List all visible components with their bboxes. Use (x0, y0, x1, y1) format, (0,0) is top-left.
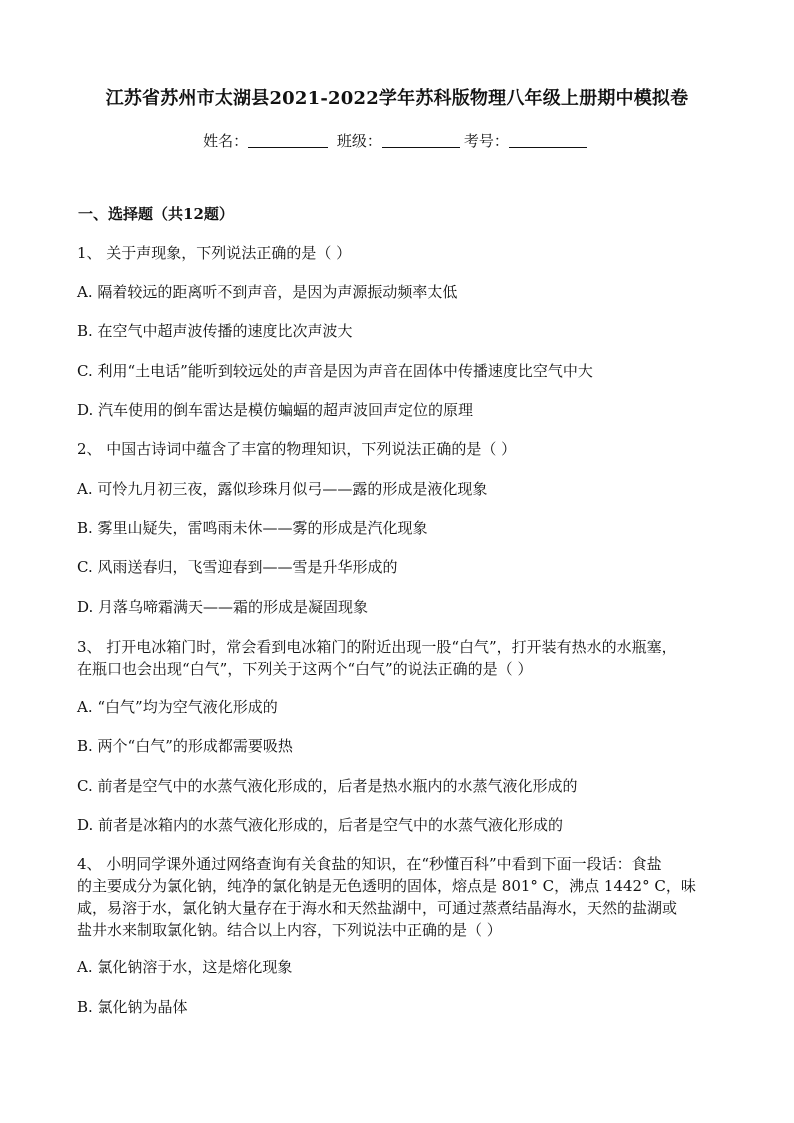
question-1-option-b: B. 在空气中超声波传播的速度比次声波大 (77, 322, 353, 340)
question-3-option-c: C. 前者是空气中的水蒸气液化形成的，后者是热水瓶内的水蒸气液化形成的 (77, 777, 578, 795)
question-4-stem-line-1: 4、 小明同学课外通过网络查询有关食盐的知识，在“秒懂百科”中看到下面一段话：食盐 (77, 855, 662, 873)
section-heading: 一、选择题（共12题） (78, 205, 234, 223)
student-info-line (0, 130, 794, 151)
name-blank[interactable] (248, 133, 328, 148)
question-3-option-d: D. 前者是冰箱内的水蒸气液化形成的，后者是空气中的水蒸气液化形成的 (77, 816, 564, 834)
question-3-option-b: B. 两个“白气”的形成都需要吸热 (77, 737, 293, 755)
name-label: 姓名： (203, 132, 249, 150)
question-1-option-c: C. 利用“土电话”能听到较远处的声音是因为声音在固体中传播速度比空气中大 (77, 362, 593, 380)
question-2-stem: 2、 中国古诗词中蕴含了丰富的物理知识，下列说法正确的是（ ） (77, 440, 517, 458)
class-blank[interactable] (382, 133, 460, 148)
question-2-option-c: C. 风雨送春归，飞雪迎春到——雪是升华形成的 (77, 558, 398, 576)
exam-no-blank[interactable] (509, 133, 587, 148)
question-3-stem (77, 636, 725, 680)
question-4-stem-line-3: 咸，易溶于水，氯化钠大量存在于海水和天然盐湖中，可通过蒸煮结晶海水，天然的盐湖或 (77, 899, 678, 917)
question-3-option-a: A. “白气”均为空气液化形成的 (77, 698, 278, 716)
question-2-option-d: D. 月落乌啼霜满天——霜的形成是凝固现象 (77, 598, 369, 616)
question-4-stem (77, 853, 725, 941)
question-1-option-d: D. 汽车使用的倒车雷达是模仿蝙蝠的超声波回声定位的原理 (77, 401, 474, 419)
question-3-stem-line-1: 3、 打开电冰箱门时，常会看到电冰箱门的附近出现一股“白气”，打开装有热水的水瓶塞， (77, 638, 677, 656)
question-4-stem-line-4: 盐井水来制取氯化钠。结合以上内容，下列说法中正确的是（ ） (77, 921, 502, 939)
class-label: 班级： (336, 132, 382, 150)
question-1-option-a: A. 隔着较远的距离听不到声音，是因为声源振动频率太低 (77, 283, 458, 301)
exam-title: 江苏省苏州市太湖县2021-2022学年苏科版物理八年级上册期中模拟卷 (105, 88, 689, 109)
question-4-option-a: A. 氯化钠溶于水，这是熔化现象 (77, 958, 293, 976)
question-4-stem-line-2: 的主要成分为氯化钠，纯净的氯化钠是无色透明的固体，熔点是 801° C，沸点 1442° C，味 (77, 877, 696, 895)
question-1-stem: 1、 关于声现象，下列说法正确的是（ ） (77, 244, 352, 262)
question-4-option-b: B. 氯化钠为晶体 (77, 998, 188, 1016)
question-2-option-a: A. 可怜九月初三夜，露似珍珠月似弓——露的形成是液化现象 (77, 480, 488, 498)
question-3-stem-line-2: 在瓶口也会出现“白气”，下列关于这两个“白气”的说法正确的是（ ） (77, 660, 533, 678)
question-2-option-b: B. 雾里山疑失，雷鸣雨未休——雾的形成是汽化现象 (77, 519, 428, 537)
exam-no-label: 考号： (463, 132, 509, 150)
